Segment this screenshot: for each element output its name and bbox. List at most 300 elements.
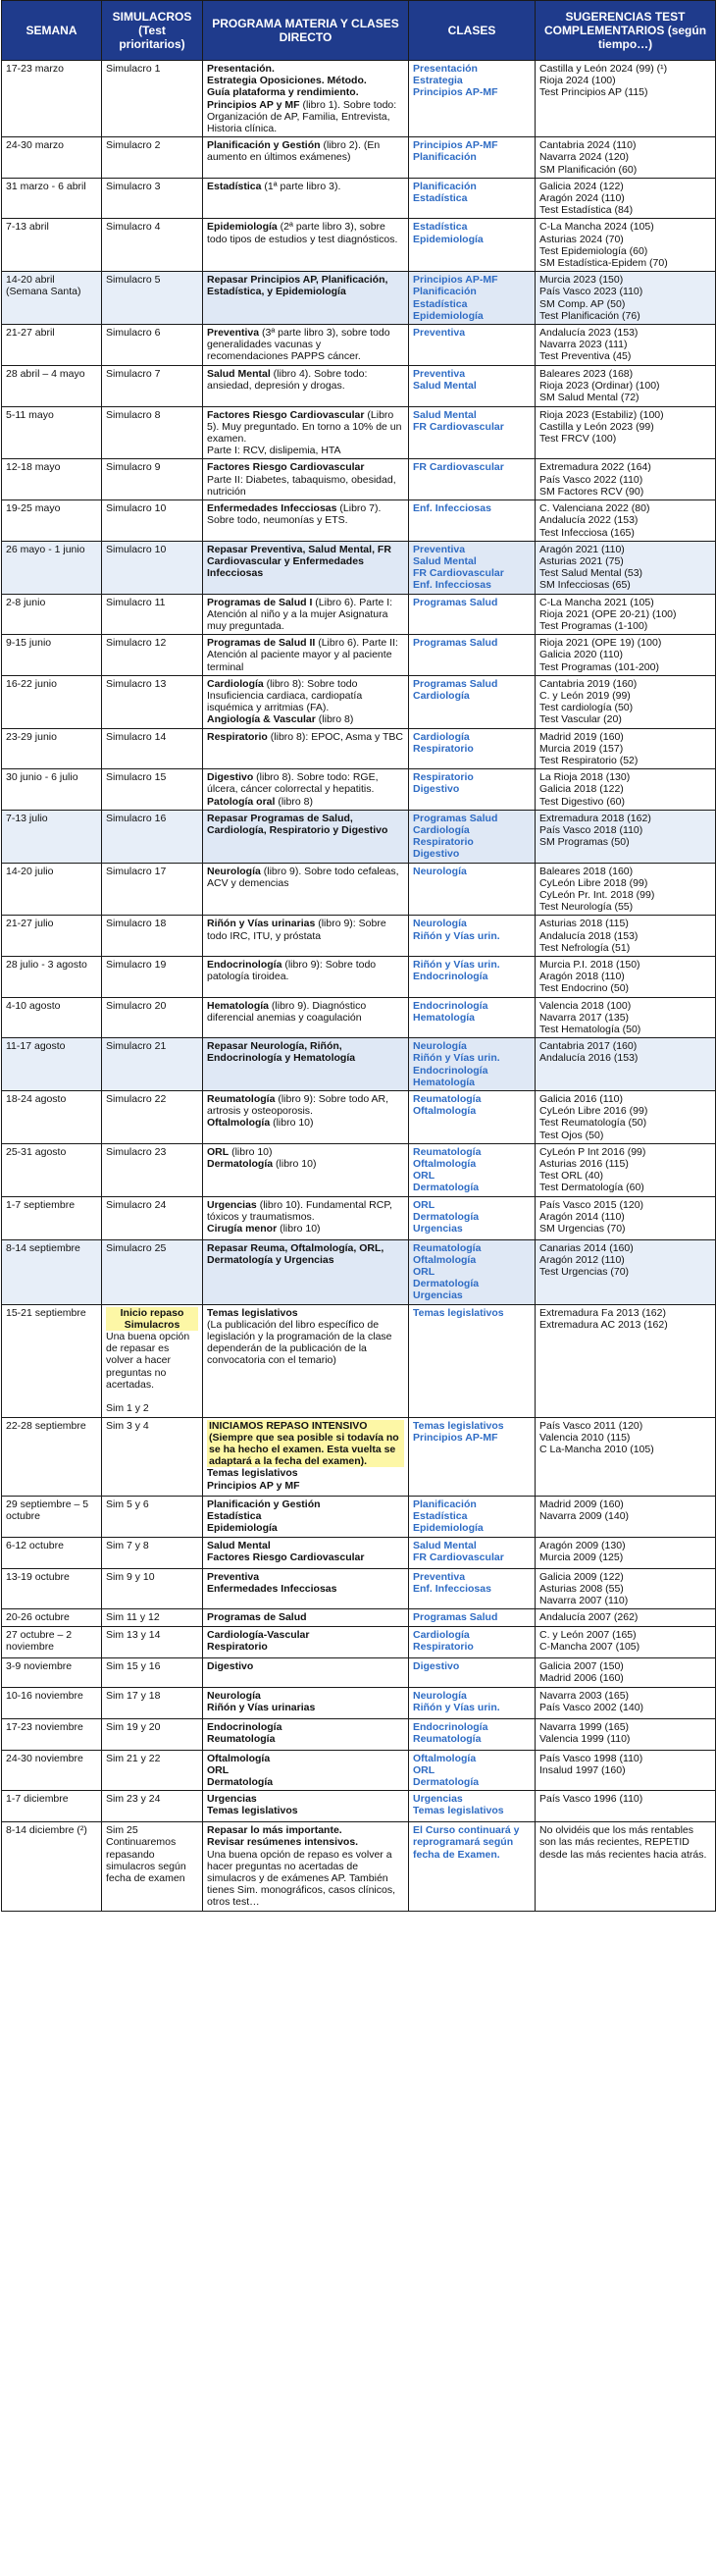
suggested-test: La Rioja 2018 (130) <box>539 771 631 784</box>
simulacro-cell <box>102 500 203 542</box>
subject-detail: (libro 8). Sobre todo: RGE, úlcera, cáncer colorrectal y hepatitis. <box>207 771 379 796</box>
subject-text: ORL <box>207 1763 230 1776</box>
suggested-test: Aragón 2012 (110) <box>539 1253 625 1266</box>
subject-line <box>207 813 404 836</box>
subject-line <box>207 1721 404 1733</box>
subject-line <box>207 637 404 673</box>
suggested-test: Test Planificación (76) <box>539 309 640 322</box>
class-link: Digestivo <box>413 1660 460 1673</box>
suggestions-cell <box>536 178 716 219</box>
subject-cell <box>203 675 409 728</box>
suggestions-cell <box>536 1568 716 1609</box>
suggestions-cell <box>536 1304 716 1417</box>
class-link: Digestivo <box>413 783 460 796</box>
class-link: Epidemiología <box>413 233 484 245</box>
subject-line <box>207 597 404 633</box>
class-link: Epidemiología <box>413 1521 484 1534</box>
simulacro-label: Sim 21 y 22 <box>106 1752 161 1764</box>
subject-line <box>207 1793 404 1805</box>
suggested-test: Test Infecciosa (165) <box>539 526 635 539</box>
subject-line <box>207 1733 404 1745</box>
simulacro-label: Sim 19 y 20 <box>106 1720 161 1733</box>
class-link: Programas Salud <box>413 596 498 608</box>
suggested-test: Extremadura Fa 2013 (162) <box>539 1306 666 1319</box>
classes-cell <box>409 1568 536 1609</box>
suggestions-cell <box>536 810 716 863</box>
class-link: Temas legislativos <box>413 1419 504 1432</box>
week-cell <box>2 957 102 998</box>
table-row <box>2 957 716 998</box>
subject-line <box>207 1307 404 1319</box>
suggested-test: Extremadura 2018 (162) <box>539 812 651 824</box>
class-link: ORL <box>413 1266 435 1279</box>
table-row <box>2 459 716 500</box>
week-label: 26 mayo - 1 junio <box>6 543 85 555</box>
class-link: Preventiva <box>413 367 466 380</box>
suggestions-cell <box>536 916 716 957</box>
class-link: Presentación <box>413 63 478 75</box>
subject-text: Dermatología <box>207 1775 274 1788</box>
subject-text: Repasar Neurología, Riñón, Endocrinología y Hematología <box>207 1040 356 1065</box>
table-row <box>2 1718 716 1750</box>
class-link: Oftalmología <box>413 1158 477 1171</box>
suggested-test: CyLeón Libre 2018 (99) <box>539 876 648 889</box>
class-link: Hematología <box>413 1011 476 1024</box>
class-link: Principios AP-MF <box>413 274 498 287</box>
subject-line <box>207 1093 404 1117</box>
table-header-row <box>2 1 716 61</box>
suggested-test: Valencia 2010 (115) <box>539 1431 631 1444</box>
table-row <box>2 406 716 459</box>
suggestions-cell <box>536 1627 716 1658</box>
simulacro-label: Simulacro 12 <box>106 637 167 650</box>
suggestions-cell <box>536 272 716 325</box>
subject-text: Factores Riesgo Cardiovascular <box>207 1551 365 1563</box>
suggested-test: Andalucía 2016 (153) <box>539 1052 639 1065</box>
suggested-test: Test cardiología (50) <box>539 702 634 714</box>
subject-text: Estrategia Oposiciones. Método. <box>207 75 367 87</box>
simulacro-label: Sim 5 y 6 <box>106 1498 149 1510</box>
table-row <box>2 500 716 542</box>
suggested-test: Cantabria 2024 (110) <box>539 139 637 152</box>
subject-line <box>207 1629 404 1641</box>
week-cell <box>2 1143 102 1196</box>
subject-line <box>207 1836 404 1848</box>
suggestions-cell <box>536 675 716 728</box>
suggestions-cell <box>536 863 716 916</box>
suggested-test: Galicia 2020 (110) <box>539 649 624 661</box>
suggested-test: C-La Mancha 2024 (105) <box>539 221 654 234</box>
table-row <box>2 675 716 728</box>
subject-line <box>207 1146 404 1158</box>
week-label: 24-30 marzo <box>6 139 64 152</box>
suggested-test: Navarra 2017 (135) <box>539 1011 630 1024</box>
classes-cell <box>409 1627 536 1658</box>
simulacro-label: Sim 7 y 8 <box>106 1539 149 1551</box>
suggestions-cell <box>536 541 716 594</box>
week-label: 16-22 junio <box>6 677 57 690</box>
subject-detail: (libro 9): Sobre todo patología tiroidea. <box>207 959 377 983</box>
week-cell <box>2 1417 102 1496</box>
classes-cell <box>409 1537 536 1568</box>
classes-cell <box>409 1196 536 1239</box>
simulacro-label: Simulacro 21 <box>106 1040 167 1053</box>
suggestions-cell <box>536 728 716 769</box>
subject-text: Una buena opción de repaso es volver a hacer preguntas no acertadas de simulacros y de exámenes AP. También tienes Sim. monográficos, casos clínicos, otros test… <box>207 1848 395 1909</box>
classes-cell <box>409 1609 536 1627</box>
class-link: Planificación <box>413 1498 477 1510</box>
suggested-test: Murcia P.I. 2018 (150) <box>539 959 640 971</box>
week-cell <box>2 1537 102 1568</box>
suggested-test: C-Mancha 2007 (105) <box>539 1641 640 1654</box>
class-link: Neurología <box>413 918 467 930</box>
subject-cell <box>203 1687 409 1718</box>
classes-cell <box>409 728 536 769</box>
week-label: 21-27 julio <box>6 918 54 930</box>
subject-line <box>207 139 404 163</box>
subject-text: Neurología <box>207 1689 261 1702</box>
suggestions-cell <box>536 1091 716 1144</box>
class-link: Salud Mental <box>413 1539 477 1551</box>
subject-line <box>207 368 404 392</box>
subject-text: Salud Mental <box>207 1539 271 1551</box>
table-row <box>2 1822 716 1911</box>
class-link: Enf. Infecciosas <box>413 1582 491 1595</box>
week-cell <box>2 810 102 863</box>
table-row <box>2 997 716 1038</box>
suggestions-cell <box>536 635 716 676</box>
subject-line <box>207 75 404 86</box>
subject-text: Preventiva <box>207 1570 260 1583</box>
week-label: 20-26 octubre <box>6 1611 70 1624</box>
simulacro-cell <box>102 1718 203 1750</box>
suggested-test: País Vasco 2018 (110) <box>539 823 643 836</box>
week-label: 9-15 junio <box>6 637 52 650</box>
classes-cell <box>409 137 536 179</box>
subject-detail: (2ª parte libro 3), sobre todo tipos de estudios y test diagnósticos. <box>207 221 398 245</box>
simulacro-cell <box>102 1568 203 1609</box>
simulacro-label: Sim 9 y 10 <box>106 1570 155 1583</box>
week-label: 8-14 septiembre <box>6 1241 80 1254</box>
subject-line <box>207 1805 404 1816</box>
class-link: Salud Mental <box>413 554 477 567</box>
header-simulacros: SIMULACROS (Test prioritarios) <box>102 1 203 61</box>
suggestions-cell <box>536 325 716 366</box>
subject-text: Riñón y Vías urinarias <box>207 1701 316 1713</box>
week-label: 10-16 noviembre <box>6 1689 83 1702</box>
suggested-test: SM Urgencias (70) <box>539 1223 626 1235</box>
suggested-test: Extremadura AC 2013 (162) <box>539 1318 668 1331</box>
suggested-test: No olvidéis que los más rentables son las más recientes, REPETID desde las más recientes hacia atrás. <box>539 1824 707 1861</box>
class-link: El Curso continuará y reprogramará según fecha de Examen. <box>413 1824 520 1861</box>
simulacro-cell <box>102 219 203 272</box>
classes-cell <box>409 1304 536 1417</box>
class-link: Urgencias <box>413 1223 463 1235</box>
suggestions-cell <box>536 1609 716 1627</box>
table-row <box>2 635 716 676</box>
subject-line <box>207 1611 404 1623</box>
simulacro-cell <box>102 957 203 998</box>
class-link: FR Cardiovascular <box>413 420 504 433</box>
subject-cell <box>203 1496 409 1537</box>
suggested-test: Rioja 2023 (Ordinar) (100) <box>539 379 660 392</box>
subject-cell <box>203 1038 409 1091</box>
table-row <box>2 219 716 272</box>
suggested-test: SM Programas (50) <box>539 836 630 849</box>
subject-cell <box>203 406 409 459</box>
class-link: FR Cardiovascular <box>413 567 504 580</box>
week-label: 15-21 septiembre <box>6 1306 86 1319</box>
suggested-test: Insalud 1997 (160) <box>539 1763 626 1776</box>
subject-text: Repasar Principios AP, Planificación, Estadística, y Epidemiología <box>207 274 388 298</box>
class-link: Respiratorio <box>413 771 474 784</box>
classes-cell <box>409 61 536 137</box>
simulacro-cell <box>102 1537 203 1568</box>
class-link: Riñón y Vías urin. <box>413 959 500 971</box>
subject-text: Programas de Salud <box>207 1611 307 1624</box>
simulacro-cell <box>102 1791 203 1822</box>
suggested-test: SM Estadística-Epidem (70) <box>539 257 668 270</box>
suggested-test: Andalucía 2007 (262) <box>539 1611 639 1624</box>
simulacro-cell <box>102 675 203 728</box>
simulacro-cell <box>102 1417 203 1496</box>
suggested-test: Asturias 2016 (115) <box>539 1158 629 1171</box>
class-link: Cardiología <box>413 730 470 743</box>
suggested-test: Aragón 2024 (110) <box>539 192 625 205</box>
suggested-test: Navarra 2007 (110) <box>539 1594 629 1606</box>
subject-text: Riñón y Vías urinarias <box>207 918 316 930</box>
week-cell <box>2 1609 102 1627</box>
subject-text: Epidemiología <box>207 221 278 234</box>
simulacro-label: Simulacro 14 <box>106 730 167 743</box>
subject-text: Urgencias <box>207 1198 257 1211</box>
subject-detail: (libro 10) <box>270 1117 314 1130</box>
subject-text: Programas de Salud II <box>207 637 316 650</box>
week-label: 11-17 agosto <box>6 1040 66 1053</box>
classes-cell <box>409 1791 536 1822</box>
simulacro-cell <box>102 1496 203 1537</box>
week-cell <box>2 594 102 635</box>
header-classes: CLASES <box>409 1 536 61</box>
class-link: Estrategia <box>413 75 463 87</box>
subject-cell <box>203 325 409 366</box>
spacer <box>106 1391 198 1402</box>
subject-line <box>207 1540 404 1551</box>
table-row <box>2 1143 716 1196</box>
suggested-test: C. y León 2007 (165) <box>539 1629 637 1642</box>
class-link: Enf. Infecciosas <box>413 502 491 515</box>
week-label: 7-13 julio <box>6 812 48 824</box>
subject-line <box>207 1242 404 1266</box>
subject-text: Parte II: Diabetes, tabaquismo, obesidad, nutrición <box>207 473 396 498</box>
simulacro-cell <box>102 325 203 366</box>
suggested-test: Cantabria 2019 (160) <box>539 677 638 690</box>
suggestions-cell <box>536 1143 716 1196</box>
suggested-test: SM Comp. AP (50) <box>539 297 626 310</box>
class-link: Respiratorio <box>413 1641 474 1654</box>
table-row <box>2 137 716 179</box>
subject-line <box>207 1551 404 1563</box>
suggestions-cell <box>536 594 716 635</box>
subject-line <box>207 221 404 244</box>
subject-cell <box>203 1822 409 1911</box>
subject-cell <box>203 997 409 1038</box>
subject-text: Patología oral <box>207 795 276 808</box>
suggested-test: C. Valenciana 2022 (80) <box>539 502 650 515</box>
class-link: Estadística <box>413 297 468 310</box>
suggested-test: Test Digestivo (60) <box>539 795 625 808</box>
subject-cell <box>203 1627 409 1658</box>
subject-line <box>207 1040 404 1064</box>
week-cell <box>2 1687 102 1718</box>
suggested-test: C-La Mancha 2021 (105) <box>539 596 654 608</box>
simulacro-cell <box>102 1687 203 1718</box>
classes-cell <box>409 957 536 998</box>
subject-cell <box>203 916 409 957</box>
study-schedule-table <box>1 0 716 1912</box>
suggested-test: Test ORL (40) <box>539 1170 603 1183</box>
classes-cell <box>409 500 536 542</box>
subject-cell <box>203 728 409 769</box>
class-link: Riñón y Vías urin. <box>413 1701 500 1713</box>
week-cell <box>2 863 102 916</box>
suggestions-cell <box>536 1496 716 1537</box>
week-label: 14-20 abril (Semana Santa) <box>6 274 81 298</box>
class-link: Salud Mental <box>413 408 477 421</box>
week-cell <box>2 1568 102 1609</box>
table-row <box>2 1658 716 1687</box>
week-cell <box>2 1496 102 1537</box>
class-link: Reumatología <box>413 1093 482 1106</box>
class-link: Neurología <box>413 1689 467 1702</box>
week-label: 1-7 diciembre <box>6 1793 69 1806</box>
subject-cell <box>203 635 409 676</box>
suggestions-cell <box>536 406 716 459</box>
subject-text: Salud Mental <box>207 367 271 380</box>
classes-cell <box>409 1658 536 1687</box>
classes-cell <box>409 1822 536 1911</box>
suggested-test: Test Reumatología (50) <box>539 1117 647 1130</box>
simulacro-note: Una buena opción de repasar es volver a hacer preguntas no acertadas. <box>106 1331 190 1391</box>
class-link: Enf. Infecciosas <box>413 579 491 592</box>
classes-cell <box>409 916 536 957</box>
simulacro-label: Simulacro 7 <box>106 367 161 380</box>
subject-line <box>207 1522 404 1534</box>
class-link: Oftalmología <box>413 1752 477 1764</box>
week-cell <box>2 365 102 406</box>
week-label: 3-9 noviembre <box>6 1660 73 1673</box>
simulacro-cell <box>102 769 203 811</box>
class-link: Preventiva <box>413 1570 466 1583</box>
repaso-start-badge: Inicio repaso Simulacros <box>106 1307 198 1331</box>
suggested-test: Galicia 2009 (122) <box>539 1570 624 1583</box>
header-suggestions: SUGERENCIAS TEST COMPLEMENTARIOS (según tiempo…) <box>536 1 716 61</box>
table-row <box>2 1304 716 1417</box>
subject-cell <box>203 1791 409 1822</box>
class-link: FR Cardiovascular <box>413 461 504 474</box>
suggested-test: Navarra 1999 (165) <box>539 1720 630 1733</box>
suggested-test: Galicia 2007 (150) <box>539 1660 624 1673</box>
simulacro-label: Simulacro 10 <box>106 502 167 515</box>
suggestions-cell <box>536 1196 716 1239</box>
suggested-test: Test Endocrino (50) <box>539 982 630 995</box>
class-link: Temas legislativos <box>413 1805 504 1817</box>
class-link: Dermatología <box>413 1278 480 1290</box>
subject-line <box>207 1000 404 1024</box>
classes-cell <box>409 178 536 219</box>
class-link: Cardiología <box>413 1629 470 1642</box>
simulacro-cell <box>102 1143 203 1196</box>
week-cell <box>2 1091 102 1144</box>
week-label: 23-29 junio <box>6 730 57 743</box>
subject-text: Temas legislativos <box>207 1306 298 1319</box>
suggestions-cell <box>536 1718 716 1750</box>
suggested-test: Castilla y León 2024 (99) (¹) <box>539 63 668 75</box>
week-label: 1-7 septiembre <box>6 1198 76 1211</box>
week-label: 8-14 diciembre (²) <box>6 1824 87 1837</box>
suggested-test: Test Programas (1-100) <box>539 619 648 632</box>
classes-cell <box>409 997 536 1038</box>
class-link: Reumatología <box>413 1732 482 1745</box>
suggested-test: Rioja 2024 (100) <box>539 75 616 87</box>
class-link: Preventiva <box>413 543 466 555</box>
simulacro-cell <box>102 1627 203 1658</box>
classes-cell <box>409 1750 536 1791</box>
week-cell <box>2 1627 102 1658</box>
class-link: Reumatología <box>413 1145 482 1158</box>
suggested-test: Madrid 2009 (160) <box>539 1498 624 1510</box>
suggested-test: Rioja 2021 (OPE 20-21) (100) <box>539 607 677 620</box>
simulacro-label: Simulacro 15 <box>106 771 167 784</box>
table-row <box>2 1091 716 1144</box>
week-cell <box>2 1196 102 1239</box>
class-link: ORL <box>413 1763 435 1776</box>
subject-line <box>207 1158 404 1170</box>
subject-text: Dermatología <box>207 1158 274 1171</box>
subject-line <box>207 181 404 192</box>
class-link: Oftalmología <box>413 1253 477 1266</box>
subject-cell <box>203 1143 409 1196</box>
class-link: Programas Salud <box>413 812 498 824</box>
subject-detail: (libro 8): EPOC, Asma y TBC <box>267 730 403 743</box>
subject-detail: (3ª parte libro 3), sobre todo generalidades vacunas y recomendaciones PAPPS cáncer. <box>207 327 390 363</box>
week-label: 19-25 mayo <box>6 502 61 515</box>
suggested-test: Madrid 2006 (160) <box>539 1672 624 1685</box>
suggested-test: Test Neurología (55) <box>539 901 634 914</box>
subject-detail: (Libro 5). Muy preguntado. En torno a 10% de un examen. <box>207 408 402 446</box>
suggestions-cell <box>536 957 716 998</box>
suggested-test: SM Infecciosas (65) <box>539 579 631 592</box>
class-link: Programas Salud <box>413 1611 498 1624</box>
table-row <box>2 1568 716 1609</box>
subject-cell <box>203 61 409 137</box>
subject-line <box>207 99 404 135</box>
subject-text: Temas legislativos <box>207 1805 298 1817</box>
class-link: Temas legislativos <box>413 1306 504 1319</box>
week-label: 6-12 octubre <box>6 1539 64 1551</box>
simulacro-extra: Continuaremos repasando simulacros según fecha de examen <box>106 1836 186 1884</box>
week-cell <box>2 635 102 676</box>
simulacro-label: Sim 25 <box>106 1824 138 1837</box>
suggested-test: Andalucía 2022 (153) <box>539 514 639 527</box>
simulacro-label: Simulacro 17 <box>106 865 167 877</box>
table-row <box>2 1687 716 1718</box>
subject-cell <box>203 1718 409 1750</box>
header-subject: PROGRAMA MATERIA Y CLASES DIRECTO <box>203 1 409 61</box>
subject-text: Estadística <box>207 1509 262 1522</box>
subject-detail: (libro 1). Sobre todo: Organización de AP, Familia, Entrevista, Historia clínica. <box>207 98 397 135</box>
subject-line <box>207 1467 404 1479</box>
